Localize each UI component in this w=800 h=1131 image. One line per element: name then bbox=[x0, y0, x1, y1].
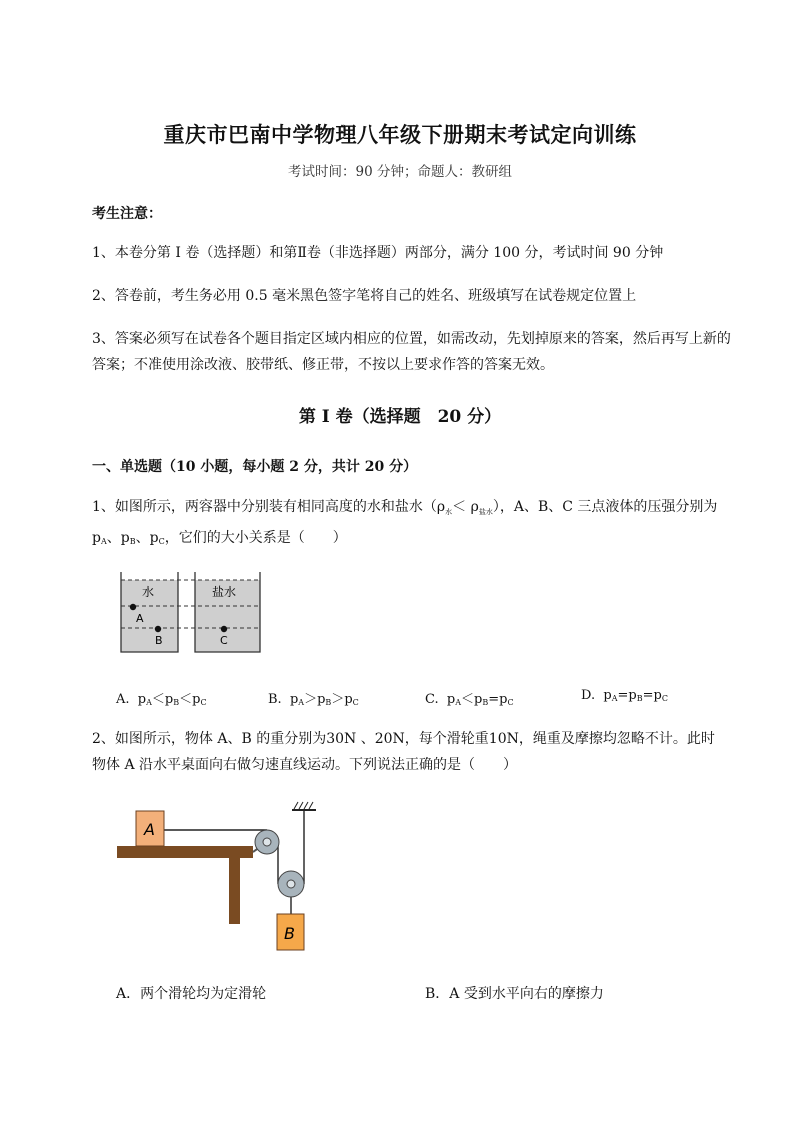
point-b-label: B bbox=[155, 634, 163, 647]
notice-item-2: 2、答卷前，考生务必用 0.5 毫米黑色签字笔将自己的姓名、班级填写在试卷规定位置上 bbox=[92, 288, 637, 304]
q1-option-d[interactable]: D. $p_A=p_B=p_C$ bbox=[581, 688, 668, 703]
q1-option-a[interactable]: A. $p_A<p_B<p_C$ bbox=[116, 692, 207, 707]
table-leg bbox=[229, 858, 240, 924]
q2-option-a[interactable]: A．两个滑轮均为定滑轮 bbox=[116, 986, 267, 1002]
point-b-dot bbox=[155, 626, 161, 632]
pulley-figure bbox=[112, 796, 322, 956]
point-a-label: A bbox=[136, 612, 144, 625]
exam-info: 考试时间：90 分钟；命题人：教研组 bbox=[288, 164, 512, 180]
fixed-pulley-axle bbox=[263, 838, 271, 846]
brine-label: 盐水 bbox=[212, 585, 237, 599]
page-title: 重庆市巴南中学物理八年级下册期末考试定向训练 bbox=[163, 122, 637, 147]
point-c-label: C bbox=[220, 634, 228, 647]
section-title: 第 I 卷（选择题 20 分） bbox=[298, 407, 502, 427]
question-1-stem: 1、如图所示，两容器中分别装有相同高度的水和盐水$(\rho_水< \rho_{盐水})$，A、B、C 三点液体的压强分别为 $p_A$、$p_B$、$p_C$，它们的大小关系是（ ） bbox=[92, 499, 718, 546]
ceiling-hatching bbox=[294, 802, 313, 809]
table-top bbox=[117, 846, 253, 858]
point-c-dot bbox=[221, 626, 227, 632]
movable-pulley-axle bbox=[287, 880, 295, 888]
notice-item-3: 3、答案必须写在试卷各个题目指定区域内相应的位置，如需改动，先划掉原来的答案，然后再写上新的答案；不准使用涂改液、胶带纸、修正带，不按以上要求作答的答案无效。 bbox=[92, 331, 731, 373]
q2-option-b[interactable]: B．A 受到水平向右的摩擦力 bbox=[425, 986, 604, 1002]
notice-heading: 考生注意： bbox=[92, 206, 162, 222]
part-heading: 一、单选题（10 小题，每小题 2 分，共计 20 分） bbox=[92, 459, 418, 475]
q1-option-c[interactable]: C. $p_A<p_B=p_C$ bbox=[425, 692, 514, 707]
block-a-label: A bbox=[144, 820, 155, 839]
point-a-dot bbox=[130, 604, 136, 610]
water-label: 水 bbox=[142, 585, 155, 599]
notice-item-1: 1、本卷分第 I 卷（选择题）和第Ⅱ卷（非选择题）两部分，满分 100 分，考试时间 90 分钟 bbox=[92, 245, 664, 261]
block-b-label: B bbox=[284, 924, 295, 943]
q1-option-b[interactable]: B. $p_A>p_B>p_C$ bbox=[268, 692, 359, 707]
question-2-stem: 2、如图所示，物体 A、B 的重分别为30N 、20N，每个滑轮重10N，绳重及摩擦均忽略不计。此时 物体 A 沿水平桌面向右做匀速直线运动。下列说法正确的是（ ） bbox=[92, 731, 715, 773]
containers-figure bbox=[116, 570, 266, 656]
